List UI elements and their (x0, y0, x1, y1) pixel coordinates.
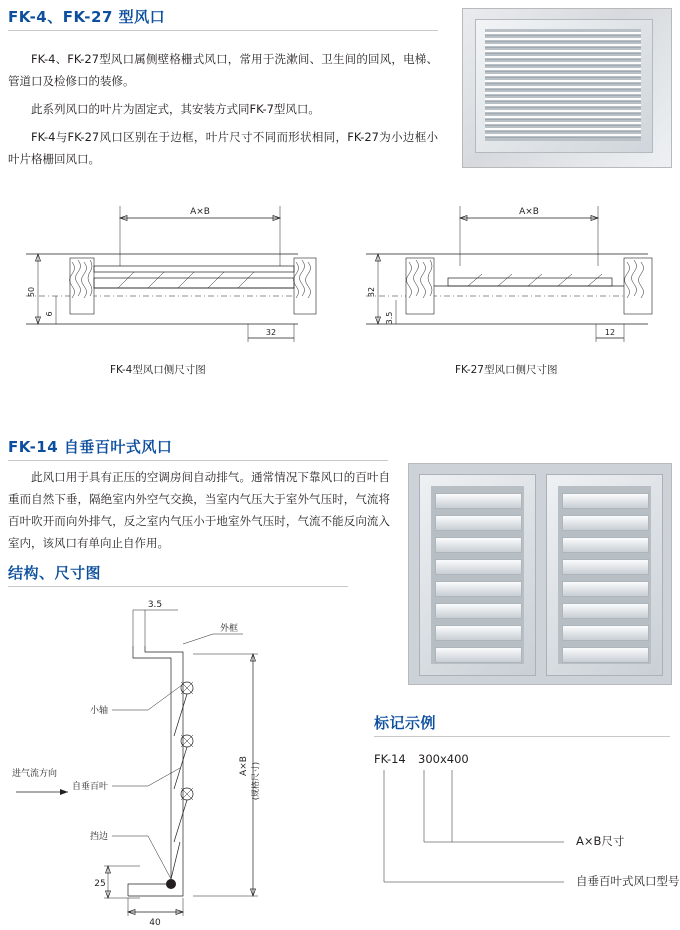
svg-text:50: 50 (27, 286, 36, 298)
svg-text:外框: 外框 (220, 624, 239, 634)
drawing-structure-fk14 (8, 596, 338, 926)
grille-blade-area (485, 29, 641, 141)
marking-note-model: 自垂百叶式风口型号 (576, 874, 680, 888)
louver-panel-right (546, 474, 663, 676)
drawing-fk4-side (8, 196, 318, 371)
svg-text:3.5: 3.5 (385, 311, 394, 325)
caption-fk4-drawing: FK-4型风口侧尺寸图 (110, 364, 206, 376)
svg-text:32: 32 (367, 286, 376, 298)
svg-text:40: 40 (149, 918, 161, 928)
fk4-paragraph-2: 此系列风口的叶片为固定式，其安装方式同FK-7型风口。 (31, 102, 320, 116)
section-title-marking: 标记示例 (374, 714, 437, 732)
svg-text:(规格尺寸): (规格尺寸) (251, 761, 260, 801)
photo-fk14-louvers (408, 463, 672, 685)
drawing-marking-leaders (374, 770, 674, 910)
svg-text:32: 32 (265, 328, 277, 337)
svg-text:A×B: A×B (239, 756, 249, 776)
svg-text:6: 6 (45, 311, 54, 317)
svg-text:A×B: A×B (519, 207, 539, 217)
svg-text:挡边: 挡边 (89, 832, 108, 842)
svg-text:25: 25 (94, 879, 106, 889)
photo-fk4-grille (462, 8, 672, 168)
marking-note-size: A×B尺寸 (576, 834, 625, 848)
fk4-paragraph-1: FK-4、FK-27型风口属侧壁格栅式风口，常用于洗漱间、卫生间的回风，电梯、管道口及检修口的装修。 (8, 52, 438, 88)
fk4-paragraph-3: FK-4与FK-27风口区别在于边框，叶片尺寸不同而形状相同，FK-27为小边框小叶片格栅回风口。 (8, 130, 438, 166)
svg-text:A×B: A×B (190, 207, 210, 217)
fk14-paragraph: 此风口用于具有正压的空调房间自动排气。通常情况下靠风口的百叶自重而自然下垂，隔绝室内外空气交换，当室内气压大于室外气压时，气流将百叶吹开而向外排气，反之室内气压小于地室外气压时，气流不能反向流入室内，该风口有单向止自作用。 (8, 470, 390, 550)
drawing-fk27-side (348, 196, 678, 371)
section-rule-fk4 (8, 30, 438, 31)
svg-text:自垂百叶: 自垂百叶 (71, 782, 108, 792)
svg-text:3.5: 3.5 (147, 600, 163, 610)
section-title-structure: 结构、尺寸图 (8, 564, 102, 582)
section-title-fk14: FK-14 自垂百叶式风口 (8, 438, 173, 456)
section-rule-fk14 (8, 460, 388, 461)
svg-text:小轴: 小轴 (89, 706, 108, 716)
caption-fk27-drawing: FK-27型风口侧尺寸图 (455, 364, 558, 376)
marking-code-size: 300x400 (418, 752, 469, 766)
louver-panel-left (419, 474, 536, 676)
section-rule-structure (8, 586, 348, 587)
marking-code-model: FK-14 (374, 752, 406, 766)
section-rule-marking (374, 736, 670, 737)
svg-text:12: 12 (604, 328, 616, 337)
svg-text:进气流方向: 进气流方向 (12, 769, 58, 779)
section-title-fk4: FK-4、FK-27 型风口 (8, 8, 166, 26)
